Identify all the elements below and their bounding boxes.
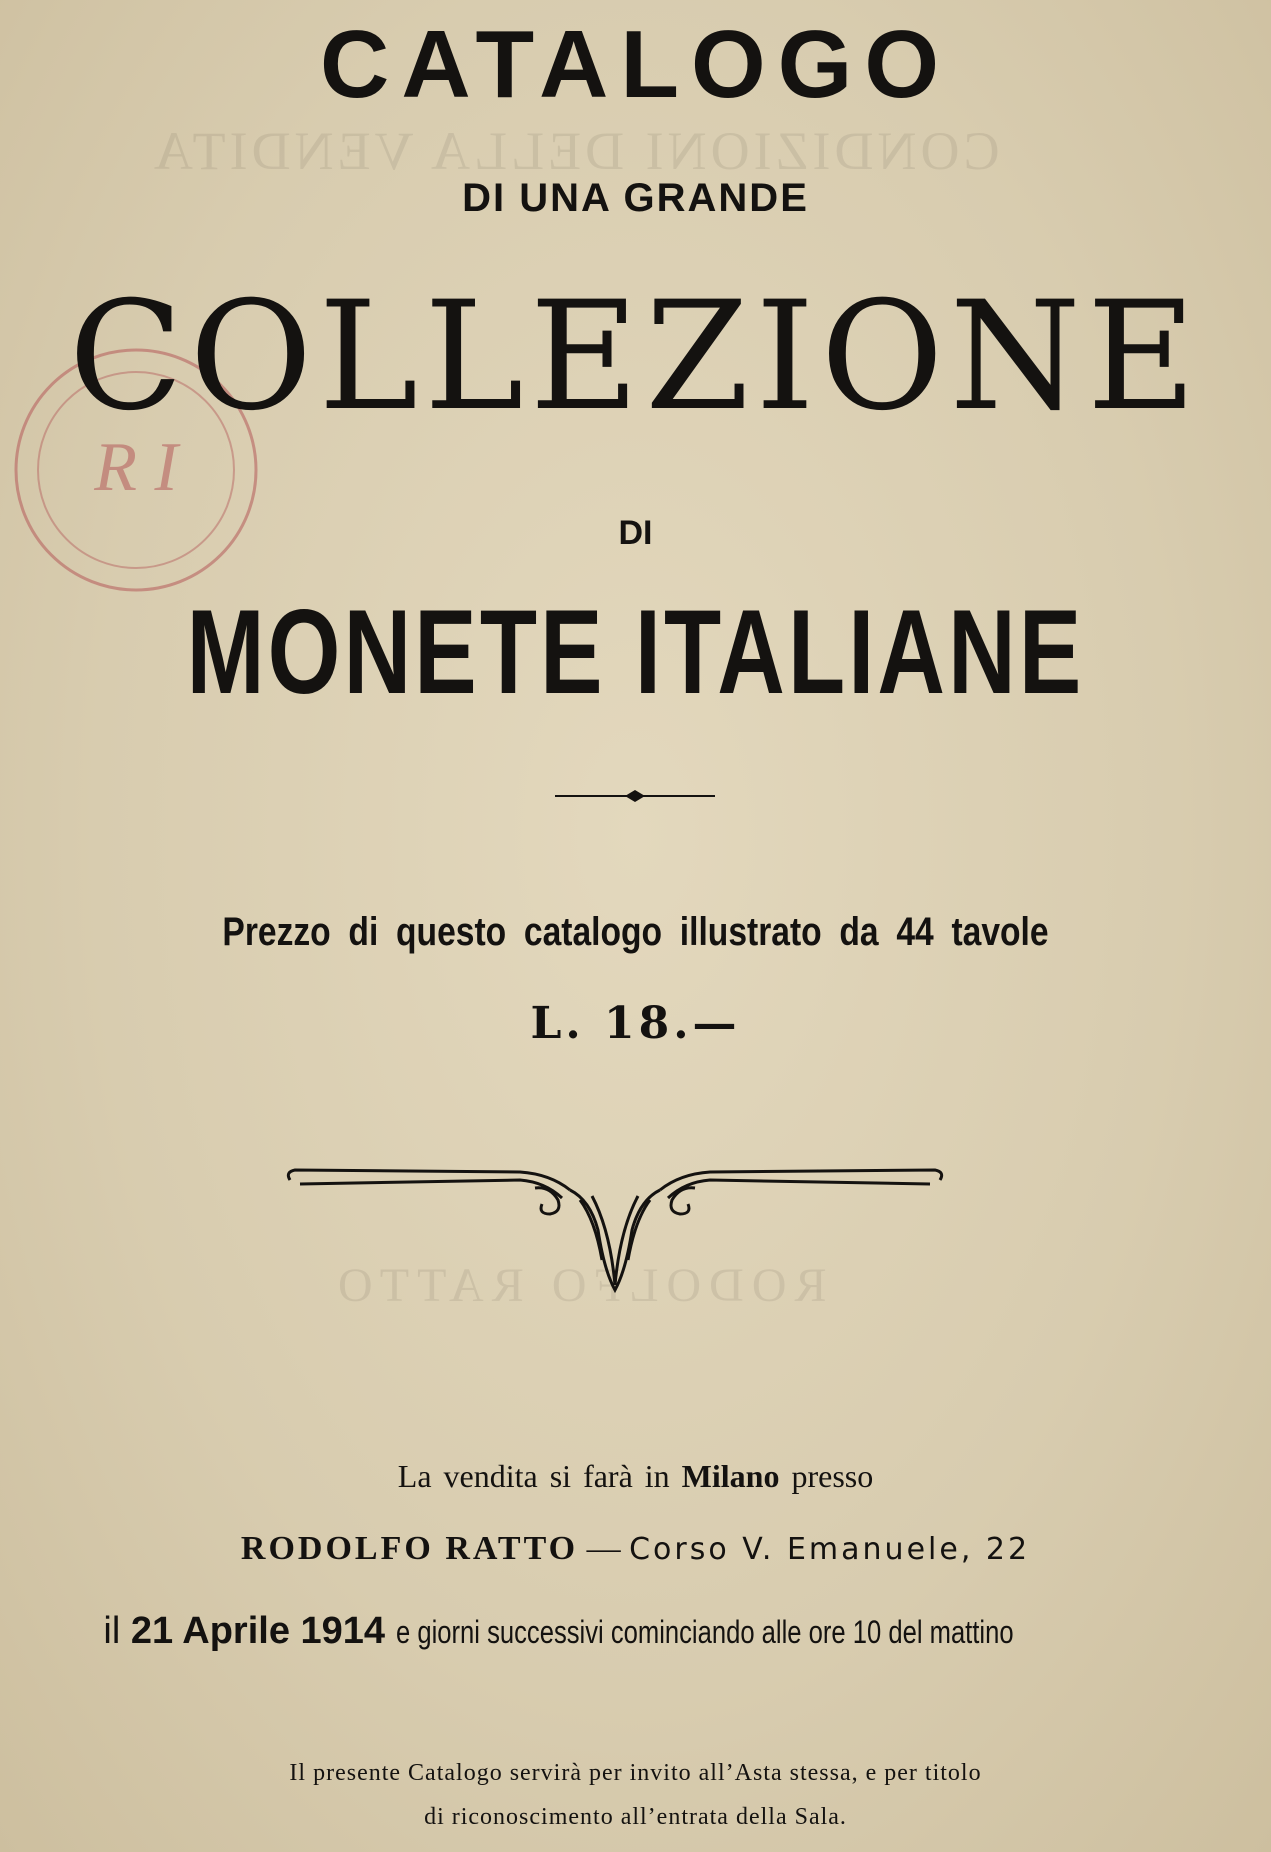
bleed-through-heading: CONDIZIONI DELLA VENDITA	[150, 121, 1000, 181]
subtitle-di-una-grande: DI UNA GRANDE	[462, 176, 809, 220]
auctioneer-address-line	[0, 1530, 1271, 1568]
date-prefix: il	[103, 1610, 121, 1652]
sale-city: Milano	[681, 1458, 780, 1494]
title-monete-italiane: MONETE ITALIANE	[186, 585, 1085, 719]
title-catalogo: CATALOGO	[319, 11, 952, 118]
sale-suffix: presso	[791, 1458, 874, 1494]
title-collezione: COLLEZIONE	[68, 270, 1203, 444]
bleed-through-heading: RODOLFO RATTO	[330, 1259, 827, 1312]
sale-prefix: La vendita si farà in	[397, 1458, 670, 1494]
sale-date-line	[0, 1610, 1271, 1653]
svg-text:R I: R I	[94, 429, 178, 506]
subtitle-di: DI	[618, 514, 653, 552]
auctioneer-name: RODOLFO RATTO	[240, 1530, 579, 1567]
price-description: Prezzo di questo catalogo illustrato da 44 tavole	[222, 910, 1049, 954]
sale-date: 21 Aprile 1914	[130, 1610, 386, 1652]
sale-location-line	[0, 1458, 1271, 1495]
footer-note-line-2: di riconoscimento all’entrata della Sala.	[424, 1804, 847, 1830]
address-dash: —	[586, 1530, 621, 1567]
auctioneer-address: Corso V. Emanuele, 22	[629, 1532, 1031, 1567]
divider-dash-icon	[555, 788, 715, 804]
art-nouveau-ornament-icon	[280, 1160, 950, 1300]
date-suffix: e giorni successivi cominciando alle ore 10 del mattino	[395, 1614, 1014, 1650]
footer-note-line-1: Il presente Catalogo servirà per invito all’Asta stessa, e per titolo	[289, 1760, 982, 1786]
price-value: L. 18.—	[530, 998, 741, 1049]
